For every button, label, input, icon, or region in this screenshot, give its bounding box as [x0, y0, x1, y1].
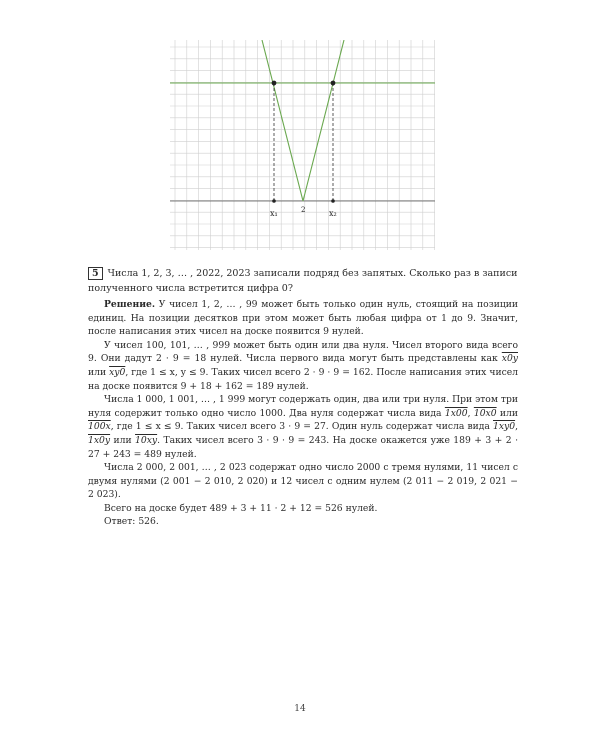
solution-label: Решение. [104, 299, 156, 310]
solution-block [88, 298, 518, 516]
graph-figure [170, 40, 435, 250]
overline-x0y: x0y [501, 353, 518, 365]
overline-100x: 100x [88, 421, 111, 433]
p2-text-c: , где 1 ≤ x, y ≤ 9. Таких чисел всего 2 · 9 · 9 = 162. После написания этих чисел на доске появится 9 + 18 + 162 = 189 нулей. [88, 366, 518, 392]
answer: Ответ: 526. [104, 516, 159, 527]
page-number: 14 [294, 704, 306, 714]
grid-lines [170, 40, 435, 250]
intersection-point-1 [272, 81, 277, 86]
solution-paragraph-3 [88, 393, 518, 461]
p3-sep-2: , [515, 421, 518, 433]
graph-svg [170, 40, 435, 250]
overline-xy0: xy0 [109, 366, 126, 378]
solution-paragraph-1 [88, 298, 518, 339]
overline-10x0: 10x0 [473, 407, 497, 419]
intersection-point-2 [331, 81, 336, 86]
p3-text-e: . Таких чисел всего 3 · 9 · 9 = 243. На доске окажется уже 189 + 3 + 2 · 27 + 243 = 489 нулей. [88, 434, 518, 460]
p2-text-a: У чисел 100, 101, … , 999 может быть один или два нуля. Чисел второго вида всего 9. Они дадут 2 · 9 = 18 нулей. Числа первого вида могут быть представлены как [88, 339, 518, 365]
x1-label: x₁ [270, 209, 278, 218]
x2-label: x₂ [329, 209, 337, 218]
x1-point [272, 199, 276, 203]
p3-sep-1: , [467, 407, 474, 419]
p3-text-a: Числа 1 000, 1 001, … , 1 999 могут содержать один, два или три нуля. При этом три нуля содержит только одно число 1000. Два нуля содержат числа вида [88, 394, 518, 419]
problem-statement [88, 266, 528, 296]
overline-1xy0: 1xy0 [493, 421, 516, 433]
p3-text-b: или [496, 407, 518, 419]
problem-text: Числа 1, 2, 3, … , 2022, 2023 записали подряд без запятых. Сколько раз в записи полученного числа встретится цифра 0? [88, 268, 518, 294]
overline-10xy: 10xy [135, 434, 158, 446]
problem-number: 5 [88, 267, 103, 280]
x2-point [331, 199, 335, 203]
solution-paragraph-4: Числа 2 000, 2 001, … , 2 023 содержат одно число 2000 с тремя нулями, 11 чисел с двумя нулями (2 001 − 2 010, 2 020) и 12 чисел с одним нулем (2 011 − 2 019, 2 021 − 2 023). [88, 462, 518, 501]
vertex-label: 2 [301, 206, 306, 214]
p3-text-c: , где 1 ≤ x ≤ 9. Таких чисел всего 3 · 9 = 27. Один нуль содержат числа вида [110, 421, 493, 433]
p1-text: У чисел 1, 2, … , 99 может быть только один нуль, стоящий на позиции единиц. На позиции десятков при этом может быть любая цифра от 1 до 9. Значит, после написания этих чисел на доске появится 9 нулей. [88, 299, 519, 338]
overline-1x00: 1x00 [444, 407, 468, 419]
p2-text-b: или [88, 366, 110, 378]
solution-paragraph-5: Всего на доске будет 489 + 3 + 11 · 2 + 12 = 526 нулей. [104, 502, 378, 514]
overline-1x0y: 1x0y [88, 434, 111, 446]
solution-paragraph-2 [88, 339, 518, 393]
p3-text-d: или [110, 434, 136, 446]
